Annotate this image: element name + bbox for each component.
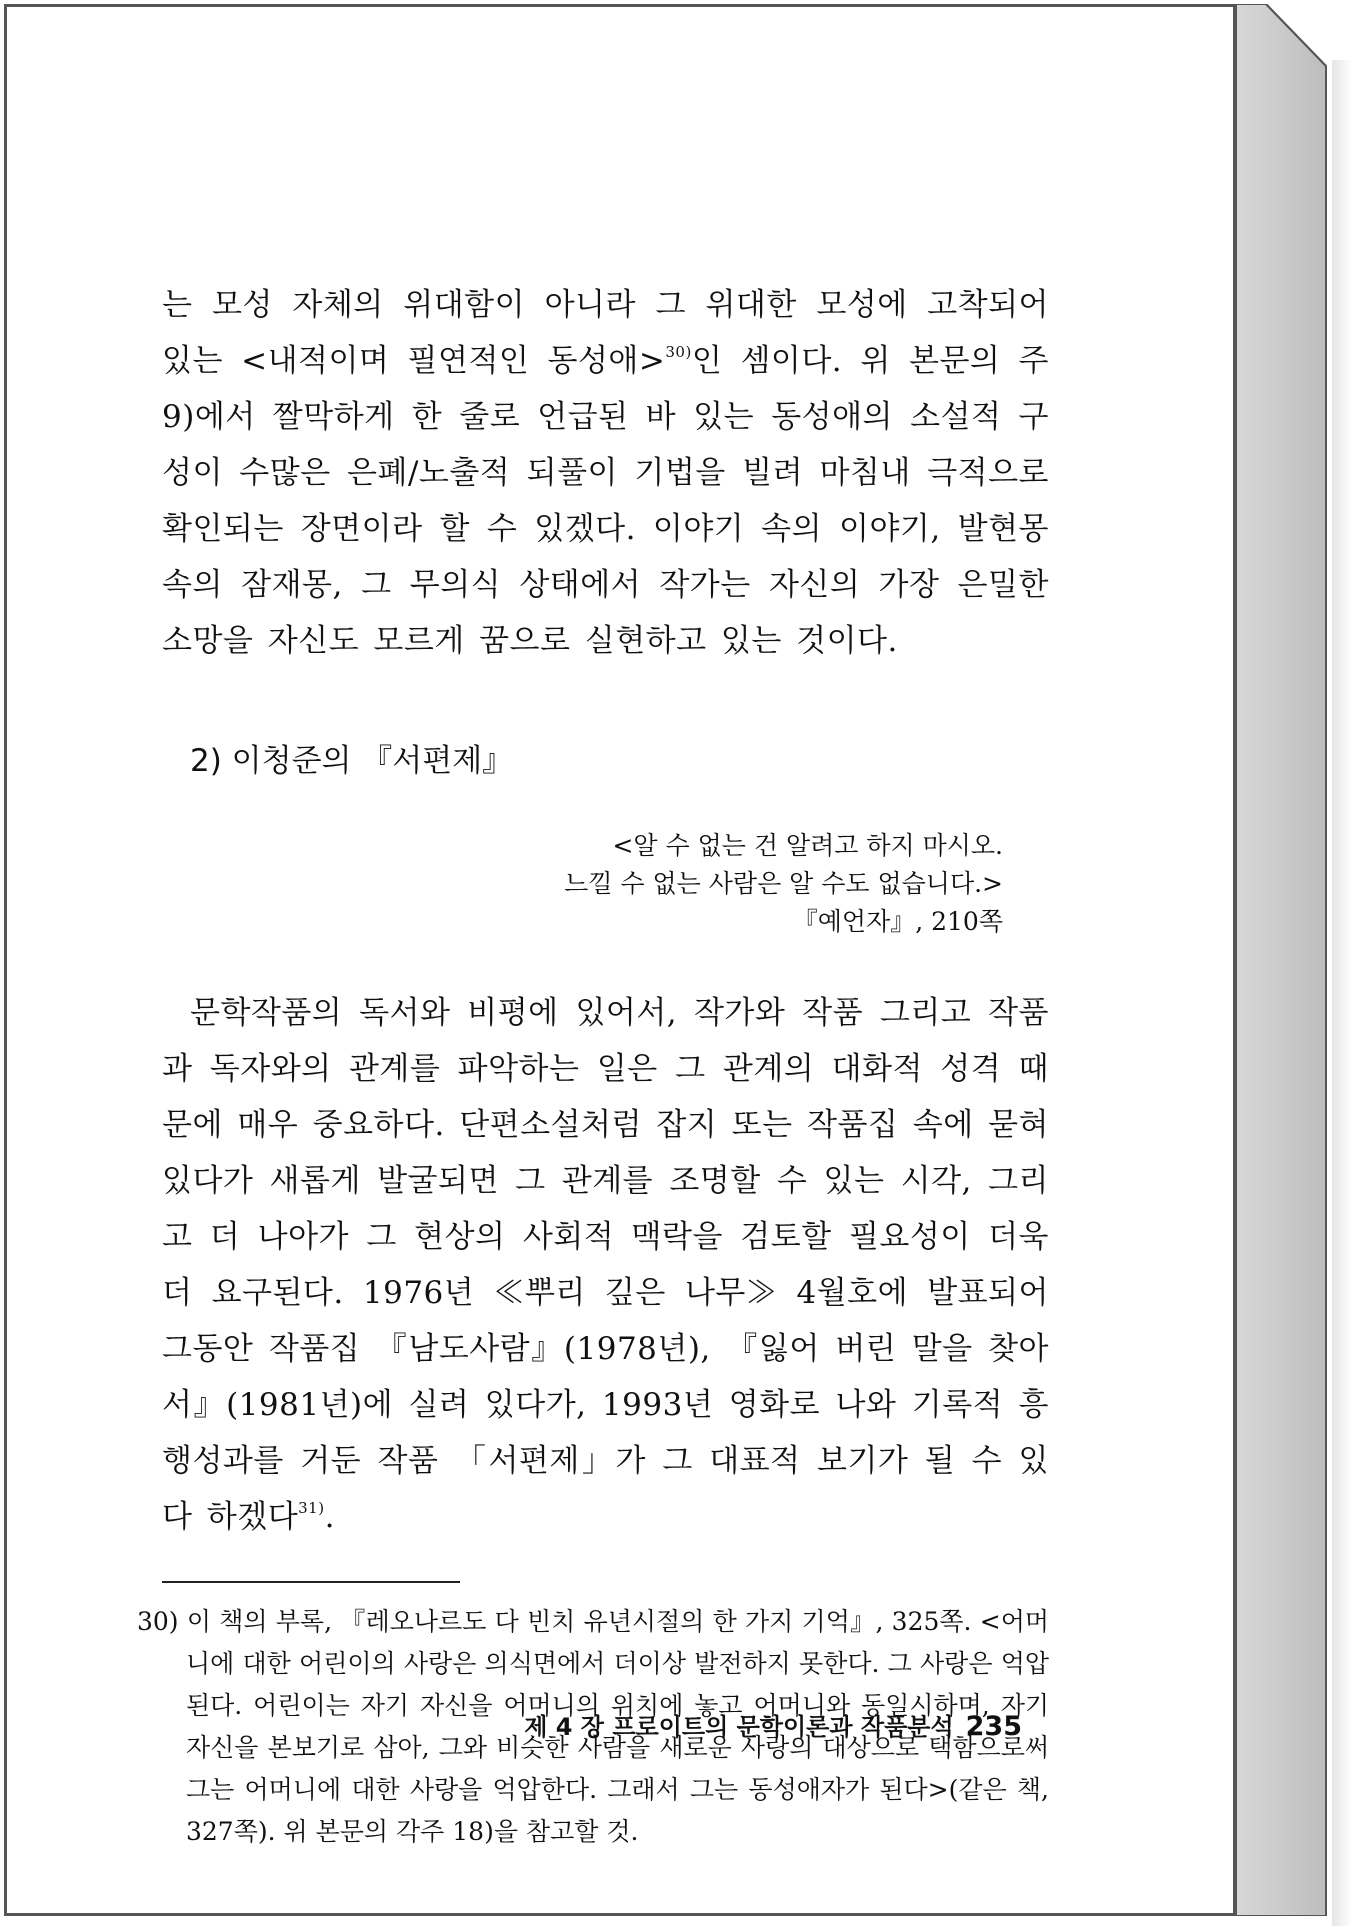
intro-paragraph: [162, 277, 1049, 669]
footnote-ref-31[interactable]: 31): [298, 1499, 325, 1517]
page-shadow: [1332, 60, 1352, 1926]
page-footer: [507, 1707, 1022, 1742]
running-head: 제 4 장 프로이트의 문학이론과 작품분석: [524, 1713, 954, 1741]
footnote-divider: [162, 1581, 460, 1583]
book-edge-graphic: [1236, 4, 1332, 1916]
book-page: [4, 4, 1236, 1916]
main-text: 문학작품의 독서와 비평에 있어서, 작가와 작품 그리고 작품과 독자와의 관계를 파악하는 일은 그 관계의 대화적 성격 때문에 매우 중요하다. 단편소설처럼 잡지 또는 작품집 속에 묻혀 있다가 새롭게 발굴되면 그 관계를 조명할 수 있는 시각, 그리고 더 나아가 그 현상의 사회적 맥락을 검토할 필요성이 더욱더 요구된다. 1976년 ≪뿌리 깊은 나무≫ 4월호에 발표되어 그동안 작품집 『남도사람』(1978년), 『잃어 버린 말을 찾아서』(1981년)에 실려 있다가, 1993년 영화로 나와 기록적 흥행성과를 거둔 작품 「서편제」가 그 대표적 보기가 될 수 있다 하겠다: [162, 995, 1049, 1535]
epigraph-line-2: 느낄 수 없는 사람은 알 수도 없습니다.>: [564, 869, 1003, 898]
intro-text-continued: 인 셈이다. 위 본문의 주 9)에서 짤막하게 한 줄로 언급된 바 있는 동성애의 소설적 구성이 수많은 은폐/노출적 되풀이 기법을 빌려 마침내 극적으로 확인되는 장면이라 할 수 있겠다. 이야기 속의 이야기, 발현몽 속의 잠재몽, 그 무의식 상태에서 작가는 자신의 가장 은밀한 소망을 자신도 모르게 꿈으로 실현하고 있는 것이다.: [162, 343, 1049, 659]
epigraph-line-1: <알 수 없는 건 알려고 하지 마시오.: [612, 831, 1003, 860]
epigraph: [162, 827, 1049, 941]
book-edge: [1236, 4, 1332, 1916]
page-content: [137, 277, 1049, 1878]
footnote-ref-30[interactable]: 30): [665, 343, 692, 361]
epigraph-source: 『예언자』, 210쪽: [792, 907, 1003, 936]
main-paragraph: [162, 985, 1049, 1545]
page-number: 235: [965, 1711, 1022, 1742]
main-text-end: .: [324, 1499, 335, 1535]
section-heading: 2) 이청준의 『서편제』: [190, 743, 514, 779]
intro-text: 는 모성 자체의 위대함이 아니라 그 위대한 모성에 고착되어 있는 <내적이며 필연적인 동성애>: [162, 287, 1049, 379]
footnote-30: 30) 이 책의 부록, 『레오나르도 다 빈치 유년시절의 한 가지 기억』, 325쪽. <어머니에 대한 어린이의 사랑은 의식면에서 더이상 발전하지 못한다. 그 사랑은 억압된다. 어린이는 자기 자신을 어머니의 위치에 놓고 어머니와 동일시하며, 자기 자신을 본보기로 삼아, 그와 비슷한 사람을 새로운 사랑의 대상으로 택함으로써 그는 어머니에 대한 사랑을 억압한다. 그래서 그는 동성애자가 된다>(같은 책, 327쪽). 위 본문의 각주 18)을 참고할 것.: [137, 1607, 1049, 1846]
